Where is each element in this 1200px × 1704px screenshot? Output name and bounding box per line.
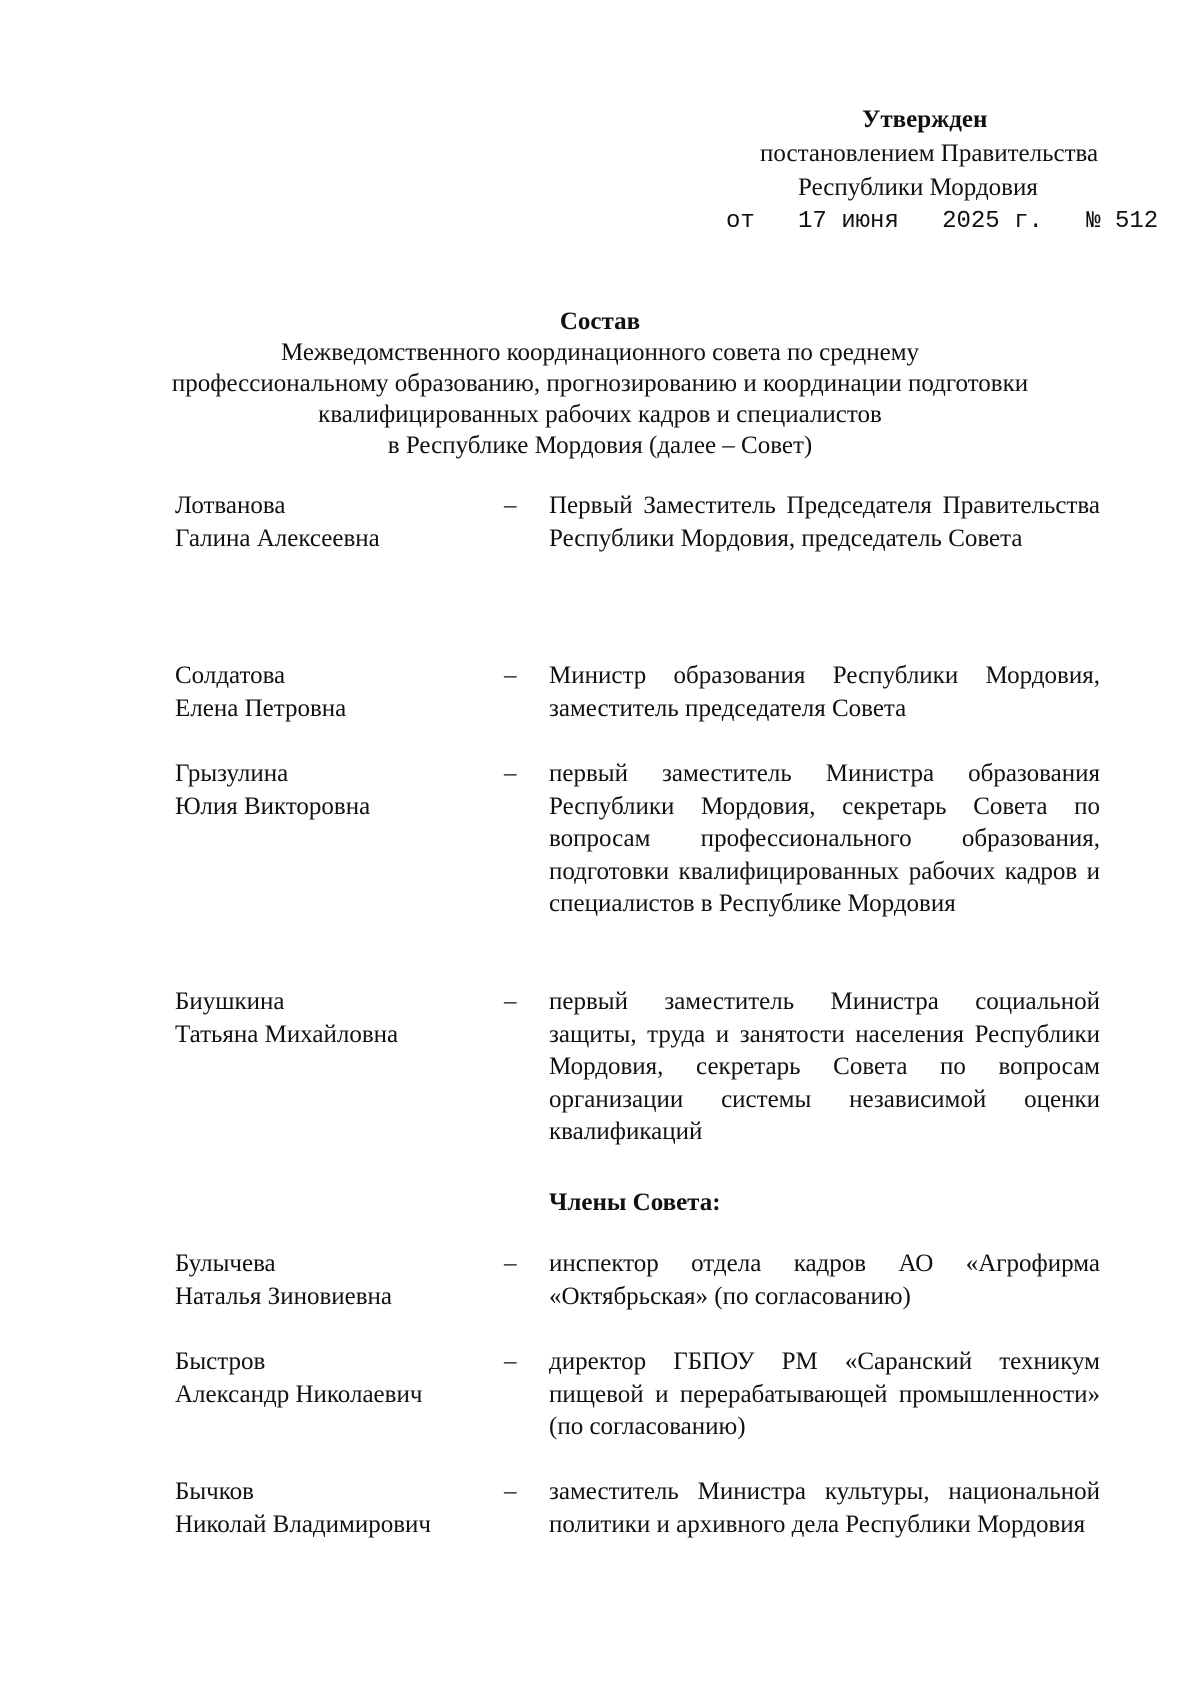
document-heading: [100, 306, 1100, 461]
approval-number-sign: №: [1086, 208, 1101, 235]
person-role: Первый Заместитель Председателя Правительства Республики Мордовия, председатель Совета: [549, 492, 1100, 552]
dash-separator: –: [504, 492, 517, 519]
person-role: первый заместитель Министра социальной защиты, труда и занятости населения Республики Мордовия, секретарь Совета по вопросам организации системы независимой оценки квалификаций: [549, 988, 1100, 1145]
person-given-name: Татьяна Михайловна: [175, 1020, 399, 1048]
person-given-name: Елена Петровна: [175, 694, 347, 722]
approval-number: 512: [1114, 208, 1159, 235]
person-surname: Лотванова: [175, 492, 286, 519]
person-role: первый заместитель Министра образования Республики Мордовия, секретарь Совета по вопросам профессионального образования, подготовки квалифицированных рабочих кадров и специалистов в Республике Мордовия: [549, 760, 1100, 917]
dash-separator: –: [504, 988, 517, 1015]
person-surname: Грызулина: [175, 760, 289, 787]
dash-separator: –: [504, 760, 517, 787]
heading-line: профессиональному образованию, прогнозированию и координации подготовки: [171, 370, 1029, 397]
dash-separator: –: [504, 1478, 517, 1505]
person-given-name: Николай Владимирович: [175, 1510, 431, 1538]
person-surname: Бычков: [175, 1478, 254, 1505]
person-name: [175, 1476, 495, 1541]
dash-separator: –: [504, 1250, 517, 1277]
person-role: инспектор отдела кадров АО «Агрофирма «Октябрьская» (по согласованию): [549, 1250, 1100, 1310]
heading-title: Состав: [559, 308, 641, 335]
person-given-name: Наталья Зиновиевна: [175, 1282, 393, 1310]
approval-title: Утвержден: [862, 106, 988, 133]
person-surname: Солдатова: [175, 662, 286, 689]
person-name: [175, 490, 495, 555]
heading-line: в Республике Мордовия (далее – Совет): [387, 432, 813, 459]
person-name: [175, 758, 495, 823]
approval-line-1: постановлением Правительства: [760, 140, 1099, 167]
person-surname: Булычева: [175, 1250, 276, 1277]
person-role: Министр образования Республики Мордовия, заместитель председателя Совета: [549, 662, 1100, 722]
person-name: [175, 660, 495, 725]
approval-date-line: [726, 205, 1158, 239]
person-given-name: Юлия Викторовна: [175, 792, 371, 820]
dash-separator: –: [504, 662, 517, 689]
person-role: заместитель Министра культуры, национальной политики и архивного дела Республики Мордовия: [549, 1478, 1100, 1538]
person-given-name: Галина Алексеевна: [175, 524, 380, 552]
approval-year: 2025 г.: [942, 208, 1043, 235]
person-surname: Быстров: [175, 1348, 266, 1375]
person-name: [175, 1248, 495, 1313]
dash-separator: –: [504, 1348, 517, 1375]
members-section-title: Члены Совета:: [549, 1189, 721, 1216]
person-given-name: Александр Николаевич: [175, 1380, 423, 1408]
person-name: [175, 986, 495, 1051]
person-surname: Биушкина: [175, 988, 285, 1015]
person-role: директор ГБПОУ РМ «Саранский техникум пищевой и перерабатывающей промышленности» (по согласованию): [549, 1348, 1100, 1440]
person-name: [175, 1346, 495, 1411]
heading-line: квалифицированных рабочих кадров и специалистов: [318, 401, 882, 428]
heading-line: Межведомственного координационного совета по среднему: [280, 339, 920, 366]
approval-line-2: Республики Мордовия: [798, 174, 1038, 201]
approval-day: 17 июня: [798, 208, 899, 235]
approval-prefix: от: [726, 208, 755, 235]
